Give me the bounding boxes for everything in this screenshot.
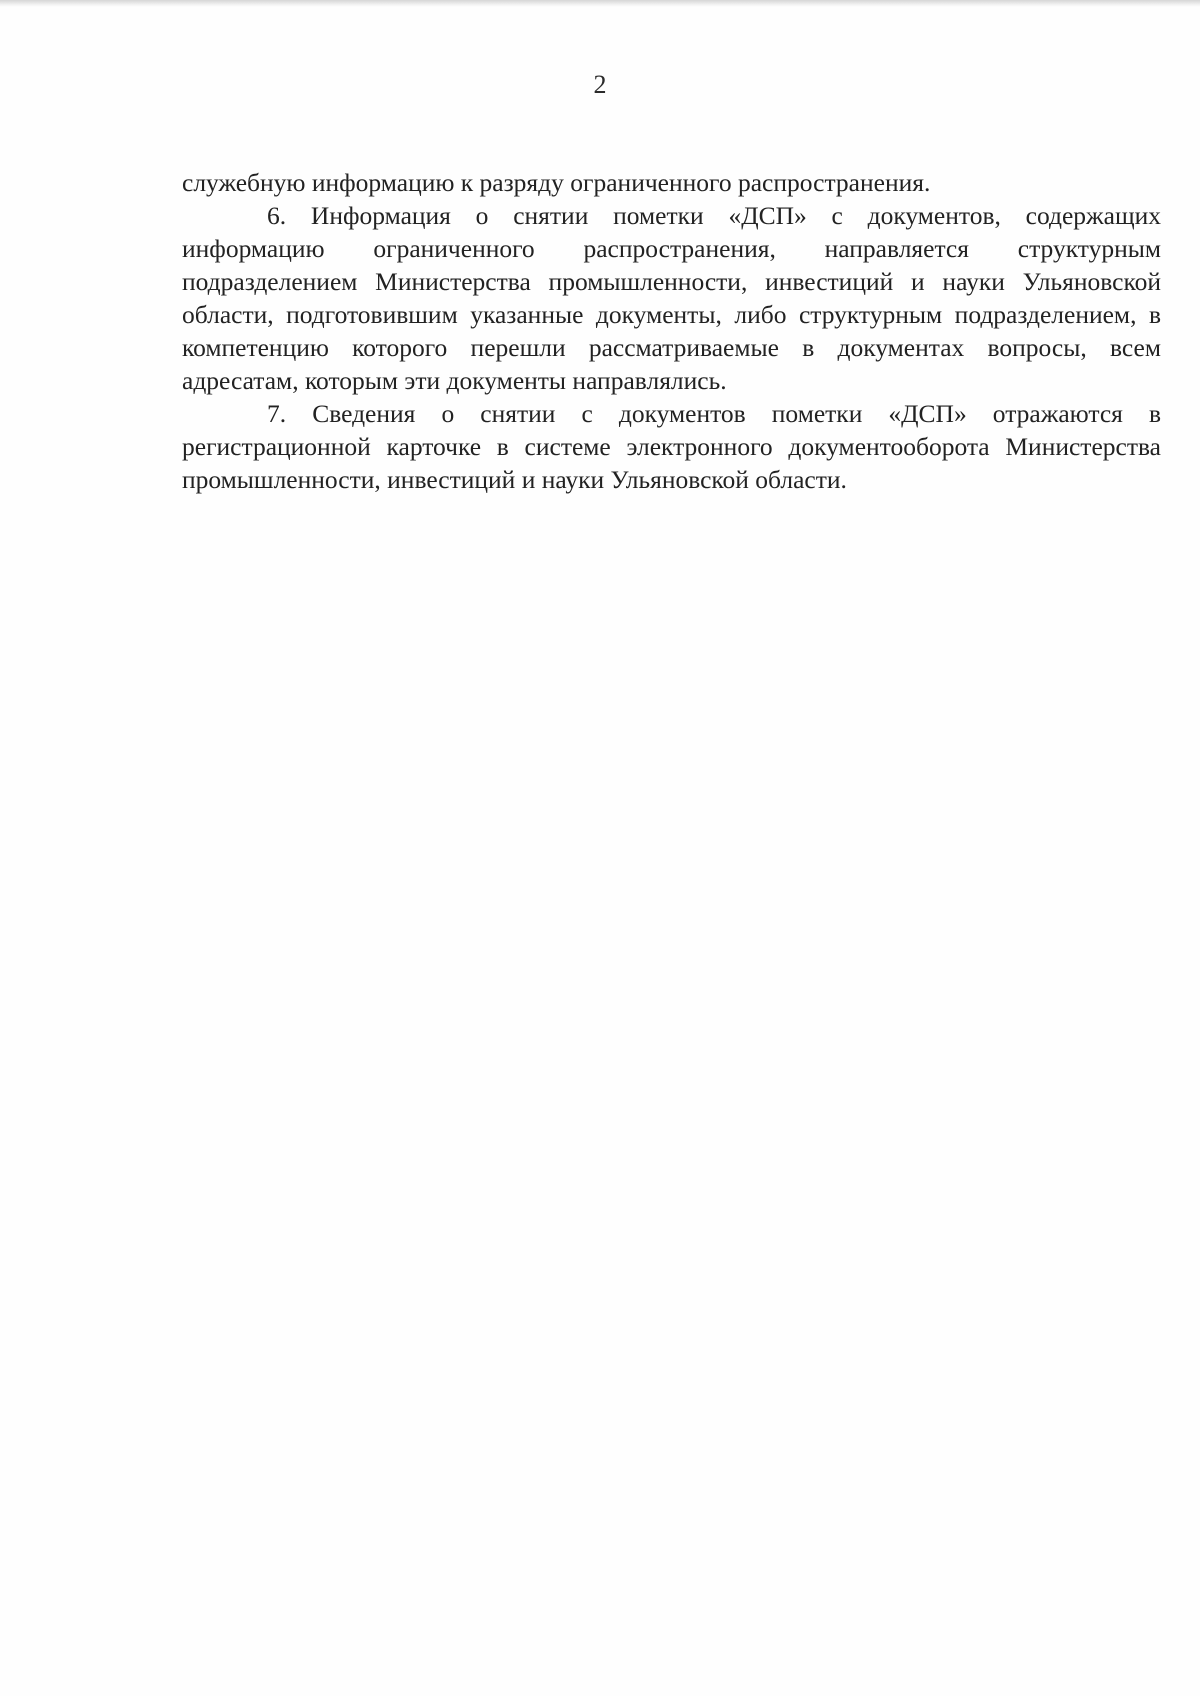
document-body: [182, 166, 1161, 496]
scan-edge-shadow: [0, 0, 1200, 7]
page-number: 2: [593, 70, 607, 99]
paragraph-continuation: служебную информацию к разряду ограниченного распространения.: [182, 168, 931, 197]
paragraph-item-7: 7. Сведения о снятии с документов пометки «ДСП» отражаются в регистрационной карточке в системе электронного документооборота Министерства промышленности, инвестиций и науки Ульяновской области.: [182, 399, 1161, 494]
paragraph-item-6: 6. Информация о снятии пометки «ДСП» с документов, содержащих информацию ограниченного распространения, направляется структурным подразделением Министерства промышленности, инвестиций и науки Ульяновской области, подготовившим указанные документы, либо структурным подразделением, в компетенцию которого перешли рассматриваемые в документах вопросы, всем адресатам, которым эти документы направлялись.: [182, 201, 1161, 395]
